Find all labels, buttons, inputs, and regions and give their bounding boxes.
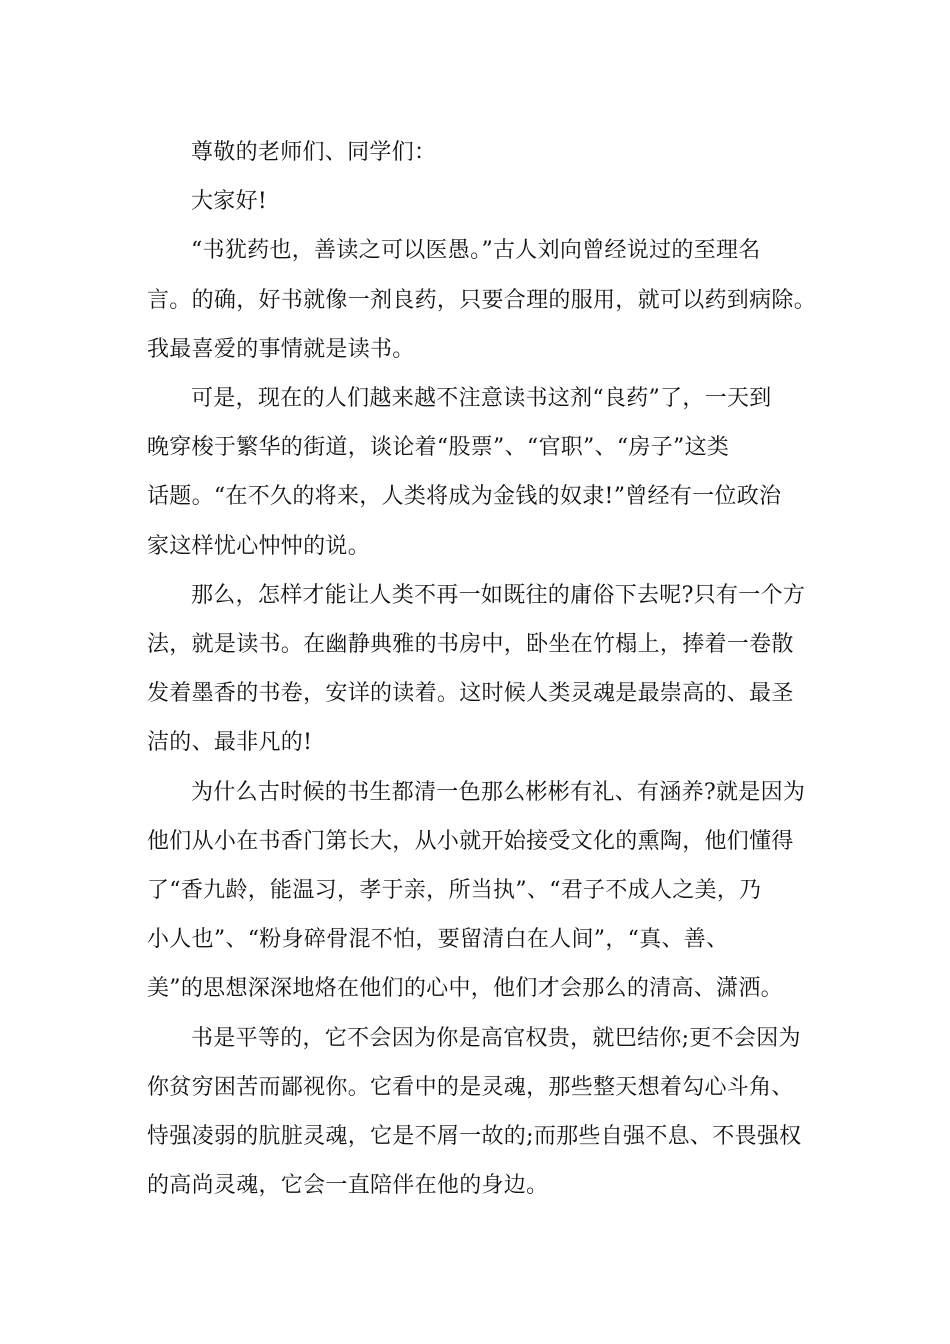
paragraph-line: 为什么古时候的书生都清一色那么彬彬有礼、有涵养?就是因为	[191, 779, 806, 805]
paragraph-1	[147, 226, 817, 374]
greeting: 大家好!	[191, 189, 268, 215]
paragraph-line: 洁的、最非凡的!	[147, 730, 313, 756]
salutation: 尊敬的老师们、同学们：	[191, 140, 437, 165]
paragraph-2	[147, 374, 807, 571]
paragraph-line: 话题。“在不久的将来，人类将成为金钱的奴隶!”曾经有一位政治	[147, 484, 782, 510]
paragraph-line: 书是平等的，它不会因为你是高官权贵，就巴结你;更不会因为	[191, 1025, 801, 1051]
paragraph-line: 发着墨香的书卷，安详的读着。这时候人类灵魂是最崇高的、最圣	[147, 681, 794, 707]
paragraph-line: 那么，怎样才能让人类不再一如既往的庸俗下去呢?只有一个方	[191, 582, 806, 608]
paragraph-line: 我最喜爱的事情就是读书。	[147, 336, 415, 362]
paragraph-line: 法，就是读书。在幽静典雅的书房中，卧坐在竹榻上，捧着一卷散	[147, 632, 794, 658]
paragraph-line: 可是，现在的人们越来越不注意读书这剂“良药”了，一天到	[191, 386, 772, 412]
paragraph-line: “书犹药也，善读之可以医愚。”古人刘向曾经说过的至理名	[191, 238, 761, 264]
paragraph-line: 家这样忧心忡忡的说。	[147, 533, 371, 559]
document-body	[147, 128, 817, 1210]
paragraph-line: 恃强凌弱的肮脏灵魂，它是不屑一故的;而那些自强不息、不畏强权	[147, 1124, 802, 1150]
paragraph-5	[147, 1014, 807, 1211]
paragraph-line: 的高尚灵魂，它会一直陪伴在他的身边。	[147, 1173, 549, 1199]
paragraph-line: 小人也”、“粉身碎骨混不怕，要留清白在人间”，“真、善、	[147, 927, 729, 953]
paragraph-3	[147, 571, 807, 768]
paragraph-4	[147, 768, 807, 1014]
paragraph-line: 你贫穷困苦而鄙视你。它看中的是灵魂，那些整天想着勾心斗角、	[147, 1074, 794, 1100]
paragraph-line: 了“香九龄，能温习，孝于亲，所当执”、“君子不成人之美，乃	[147, 878, 762, 904]
paragraph-line: 晚穿梭于繁华的街道，谈论着“股票”、“官职”、“房子”这类	[147, 435, 730, 461]
paragraph-line: 美”的思想深深地烙在他们的心中，他们才会那么的清高、潇洒。	[147, 976, 783, 1002]
paragraph-line: 言。的确，好书就像一剂良药，只要合理的服用，就可以药到病除。	[147, 287, 817, 313]
paragraph-line: 他们从小在书香门第长大，从小就开始接受文化的熏陶，他们懂得	[147, 828, 794, 854]
